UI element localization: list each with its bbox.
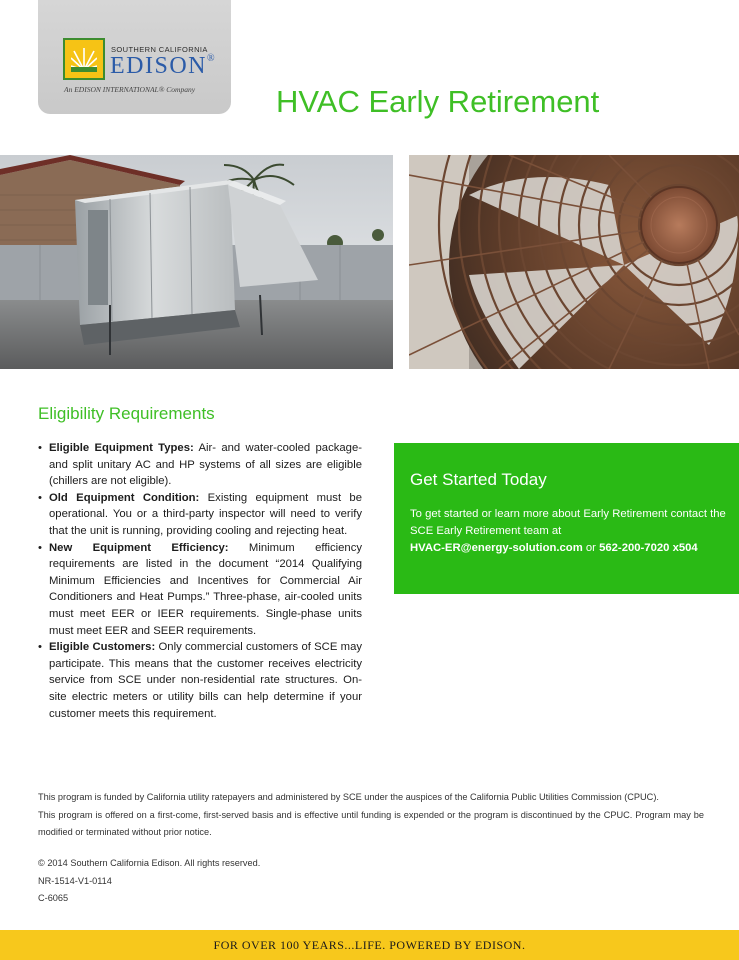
requirement-text: Minimum efficiency requirements are listed in the document “2014 Qualifying Minimum Efficiencies and Incentives for Commercial Air Conditioners and Heat Pumps.” Three-phase, air-cooled units must meet EER or IEER requirements. Single-phase units must meet EER and SEER requirements. [49, 541, 362, 637]
sun-icon [71, 46, 97, 72]
edison-logo-icon [63, 38, 105, 80]
cta-text [410, 506, 730, 557]
copyright-notice: © 2014 Southern California Edison. All rights reserved. [38, 858, 261, 868]
logo-company-line: SOUTHERN CALIFORNIA [111, 45, 208, 54]
requirement-text: Air- and water-cooled package- and split unitary AC and HP systems of all sizes are eligible (chillers are not eligible). [49, 442, 363, 488]
page-title: HVAC Early Retirement [276, 84, 600, 119]
list-item [38, 490, 362, 540]
requirement-term: Eligible Customers: [49, 641, 156, 654]
cta-body: To get started or learn more about Early Retirement contact the SCE Early Retirement team at [410, 508, 726, 537]
cta-phone[interactable]: 562-200-7020 x504 [599, 542, 698, 554]
get-started-box [394, 443, 739, 594]
disclaimer-line-1: This program is funded by California utility ratepayers and administered by SCE under the auspices of the California Public Utilities Commission (CPUC). [38, 792, 659, 802]
footer-bar [0, 930, 739, 960]
doc-code: C-6065 [38, 893, 69, 903]
logo-tab [38, 0, 231, 114]
list-item [38, 440, 362, 490]
requirement-term: Old Equipment Condition: [49, 491, 200, 504]
cta-connector: or [582, 542, 600, 554]
footer-tagline: FOR OVER 100 YEARS...LIFE. POWERED BY EDISON. [213, 938, 526, 952]
requirement-term: New Equipment Efficiency: [49, 541, 229, 554]
rusty-fan-photo [409, 155, 739, 369]
disclaimer-line-2: This program is offered on a first-come, first-served basis and is effective until funding is expended or the program is discontinued by the CPUC. Program may be modified or terminated without prior notice. [38, 809, 704, 837]
disclaimer [38, 789, 704, 842]
logo-subline: An EDISON INTERNATIONAL® Company [64, 85, 196, 94]
requirement-text: Only commercial customers of SCE may participate. This means that the customer receives electricity service from SCE under non-residential rate structures. On-site electric meters or utility bills can help determine if your customer meets this requirement. [49, 641, 362, 720]
copyright-block [38, 855, 260, 908]
cta-title: Get Started Today [410, 470, 547, 489]
eligibility-list [38, 440, 362, 722]
requirement-term: Eligible Equipment Types: [49, 442, 194, 454]
logo-name: EDISON® [110, 53, 217, 79]
eligibility-heading: Eligibility Requirements [38, 404, 215, 423]
doc-number: NR-1514-V1-0114 [38, 875, 112, 886]
cta-email-link[interactable]: HVAC-ER@energy-solution.com [410, 542, 583, 554]
requirement-text: Existing equipment must be operational. You or a third-party inspector will need to verify that the unit is running, providing cooling and rejecting heat. [49, 491, 362, 537]
rooftop-hvac-photo [0, 155, 393, 369]
list-item [38, 639, 362, 722]
list-item [38, 540, 362, 640]
